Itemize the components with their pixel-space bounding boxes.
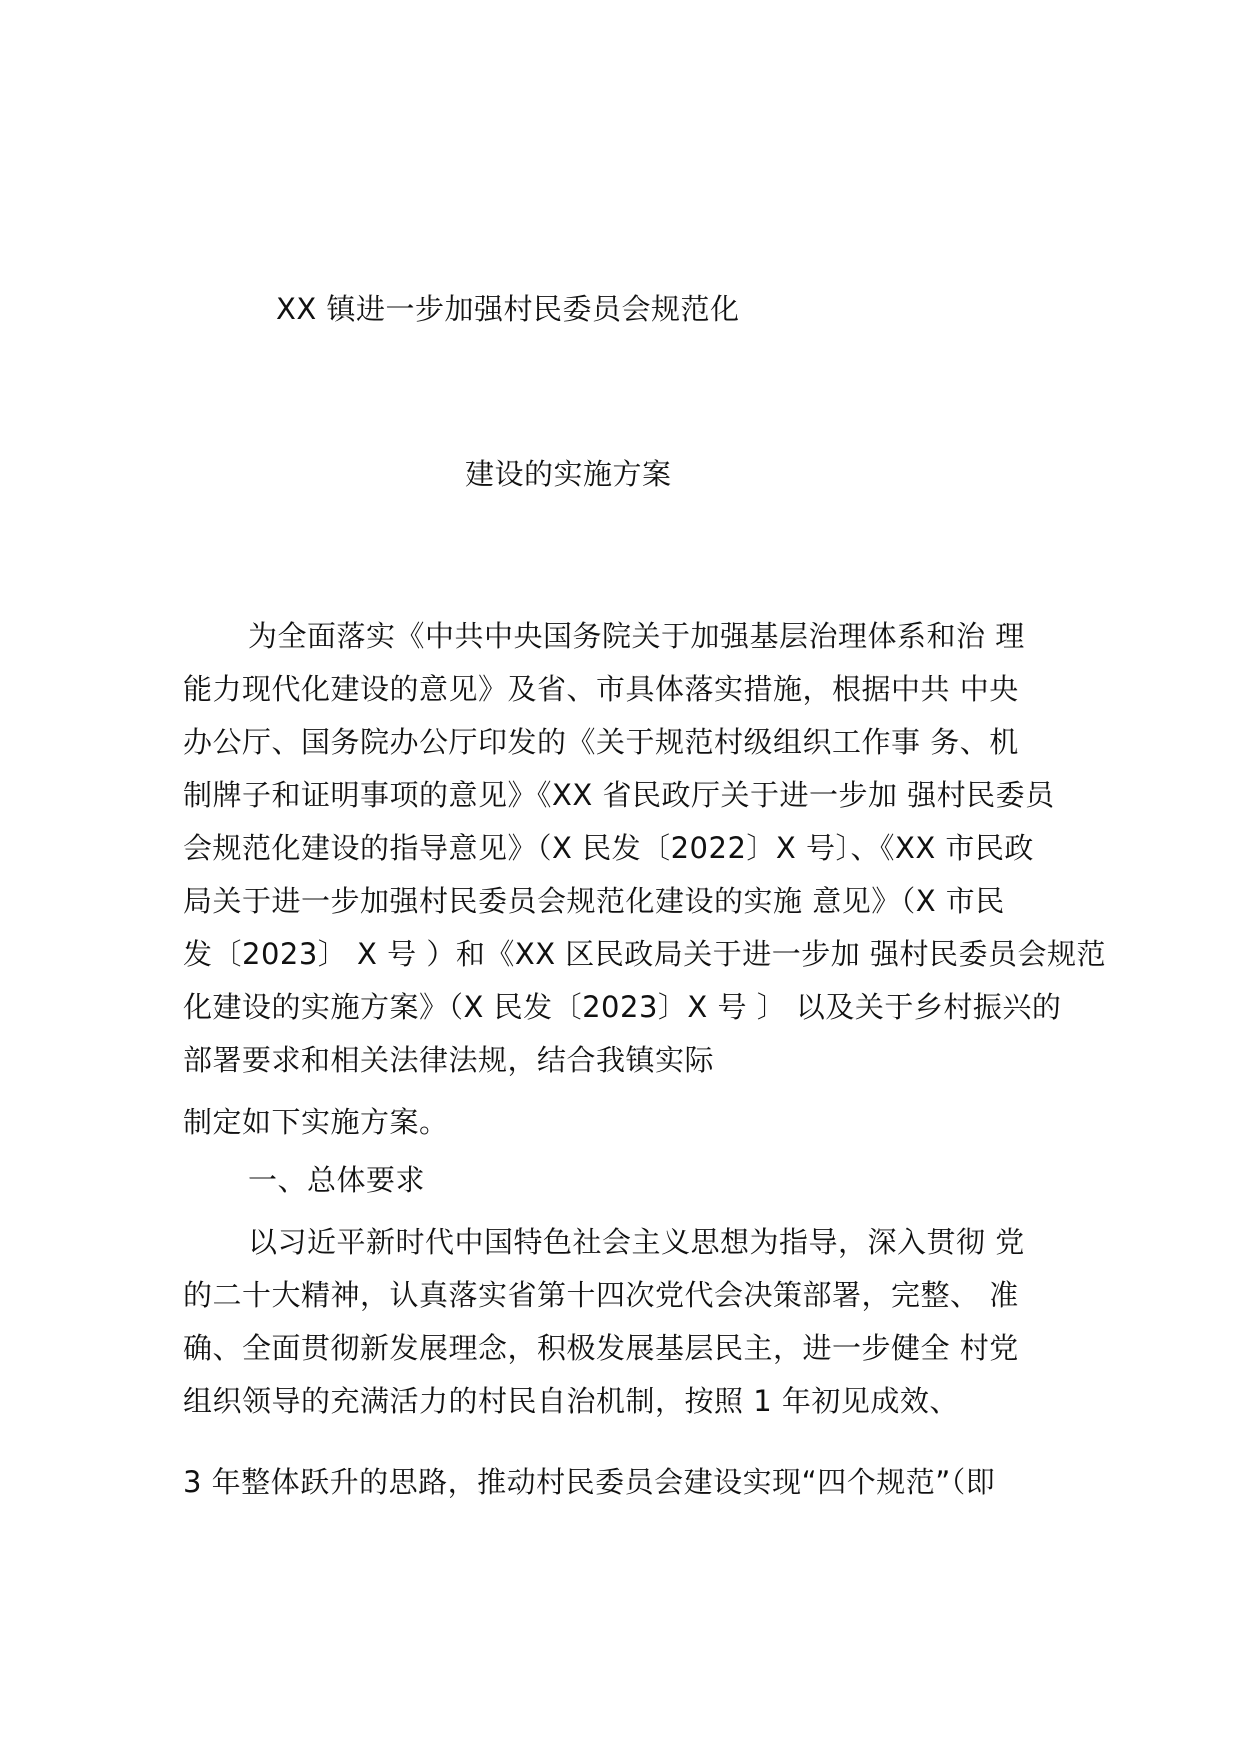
- body-line: 会规范化建设的指导意见》（X 民发〔2022〕X 号〕、《XX 市民政: [183, 831, 1034, 865]
- body-line: 的二十大精神，认真落实省第十四次党代会决策部署，完整、 准: [183, 1278, 1019, 1312]
- body-line: 确、全面贯彻新发展理念，积极发展基层民主，进一步健全 村党: [183, 1331, 1019, 1365]
- body-line: 部署要求和相关法律法规，结合我镇实际: [183, 1043, 715, 1077]
- document-title-line-1: XX 镇进一步加强村民委员会规范化: [276, 292, 740, 326]
- body-line: 发〔2023〕 X 号 ）和《XX 区民政局关于进一步加 强村民委员会规范: [183, 937, 1106, 971]
- body-line: 制牌子和证明事项的意见》《XX 省民政厅关于进一步加 强村民委员: [183, 778, 1055, 812]
- body-line: 能力现代化建设的意见》及省、市具体落实措施，根据中共 中央: [183, 672, 1019, 706]
- body-line: 制定如下实施方案。: [183, 1105, 449, 1139]
- body-line: 以习近平新时代中国特色社会主义思想为指导，深入贯彻 党: [248, 1225, 1025, 1259]
- body-line: 办公厅、国务院办公厅印发的《关于规范村级组织工作事 务、机: [183, 725, 1019, 759]
- body-line: 组织领导的充满活力的村民自治机制，按照 1 年初见成效、: [183, 1384, 959, 1418]
- body-line: 为全面落实《中共中央国务院关于加强基层治理体系和治 理: [248, 619, 1025, 653]
- section-heading: 一、总体要求: [248, 1163, 426, 1197]
- body-line: 3 年整体跃升的思路，推动村民委员会建设实现“四个规范”（即: [183, 1465, 996, 1499]
- document-title-line-2: 建设的实施方案: [465, 457, 672, 491]
- body-line: 局关于进一步加强村民委员会规范化建设的实施 意见》（X 市民: [183, 884, 1005, 918]
- body-line: 化建设的实施方案》（X 民发〔2023〕X 号 〕 以及关于乡村振兴的: [183, 990, 1062, 1024]
